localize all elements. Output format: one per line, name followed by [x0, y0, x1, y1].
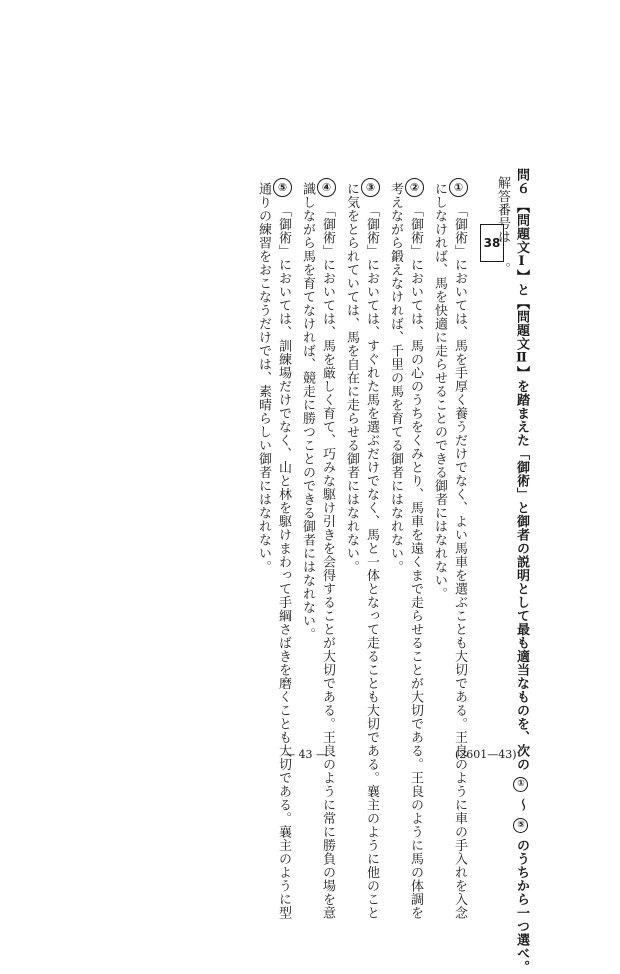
- option-5-line-1: 「御術」においては、訓練場だけでなく、山と林を駆けまわって手綱さばきを磨くことも大切である。襄主のように型: [276, 204, 291, 920]
- range-start-marker: ①: [513, 777, 528, 792]
- answer-label: 解答番号は: [495, 176, 510, 244]
- option-marker-3: ③: [361, 178, 380, 197]
- option-marker-2: ②: [405, 178, 424, 197]
- option-4-line-1: 「御術」においては、馬を厳しく育て、巧みな駆け引きを会得することが大切である。王良のように常に勝負の場を意: [320, 204, 335, 920]
- answer-suffix: 。: [495, 262, 510, 276]
- option-marker-1: ①: [449, 178, 468, 197]
- answer-number: 38: [483, 236, 501, 250]
- option-3-line-1: 「御術」においては、すぐれた馬を選ぶだけでなく、馬と一体となって走ることも大切である。襄主のように他のこと: [364, 204, 379, 920]
- exam-code: (2601—43): [455, 748, 517, 761]
- option-2-line-1: 「御術」においては、馬の心のうちをくみとり、馬車を遠くまで走らせることが大切である。王良のように馬の体調を: [408, 204, 423, 920]
- option-5-line-2: 通りの練習をおこなうだけでは、素晴らしい御者にはなれない。: [256, 182, 271, 574]
- range-end-marker: ⑤: [513, 818, 528, 833]
- option-1-line-1: 「御術」においては、馬を手厚く養うだけでなく、よい馬車を選ぶことも大切である。王良のように車の手入れを入念: [452, 204, 467, 920]
- option-4-line-2: 識しながら馬を育てなければ、競走に勝つことのできる御者にはなれない。: [300, 182, 315, 641]
- option-2-line-2: 考えながら鍛えなければ、千里の馬を育てる御者にはなれない。: [388, 182, 403, 574]
- answer-number-box: [480, 224, 504, 262]
- question-stem: [512, 168, 530, 974]
- option-3-line-2: に気をとられていては、馬を自在に走らせる御者にはなれない。: [344, 182, 359, 574]
- option-1-line-2: にしなければ、馬を快適に走らせることのできる御者にはなれない。: [432, 182, 447, 601]
- page-number: — 43 —: [284, 748, 327, 761]
- question-text: 【問題文Ⅰ】と【問題文Ⅱ】を踏まえた「御術」と御者の説明として最も適当なものを、次の: [514, 200, 529, 772]
- question-instruction: のうちから一つ選べ。: [514, 838, 529, 974]
- option-marker-4: ④: [317, 178, 336, 197]
- option-marker-5: ⑤: [273, 178, 292, 197]
- range-tilde: 〜: [514, 798, 529, 812]
- question-number: 問６: [514, 168, 529, 195]
